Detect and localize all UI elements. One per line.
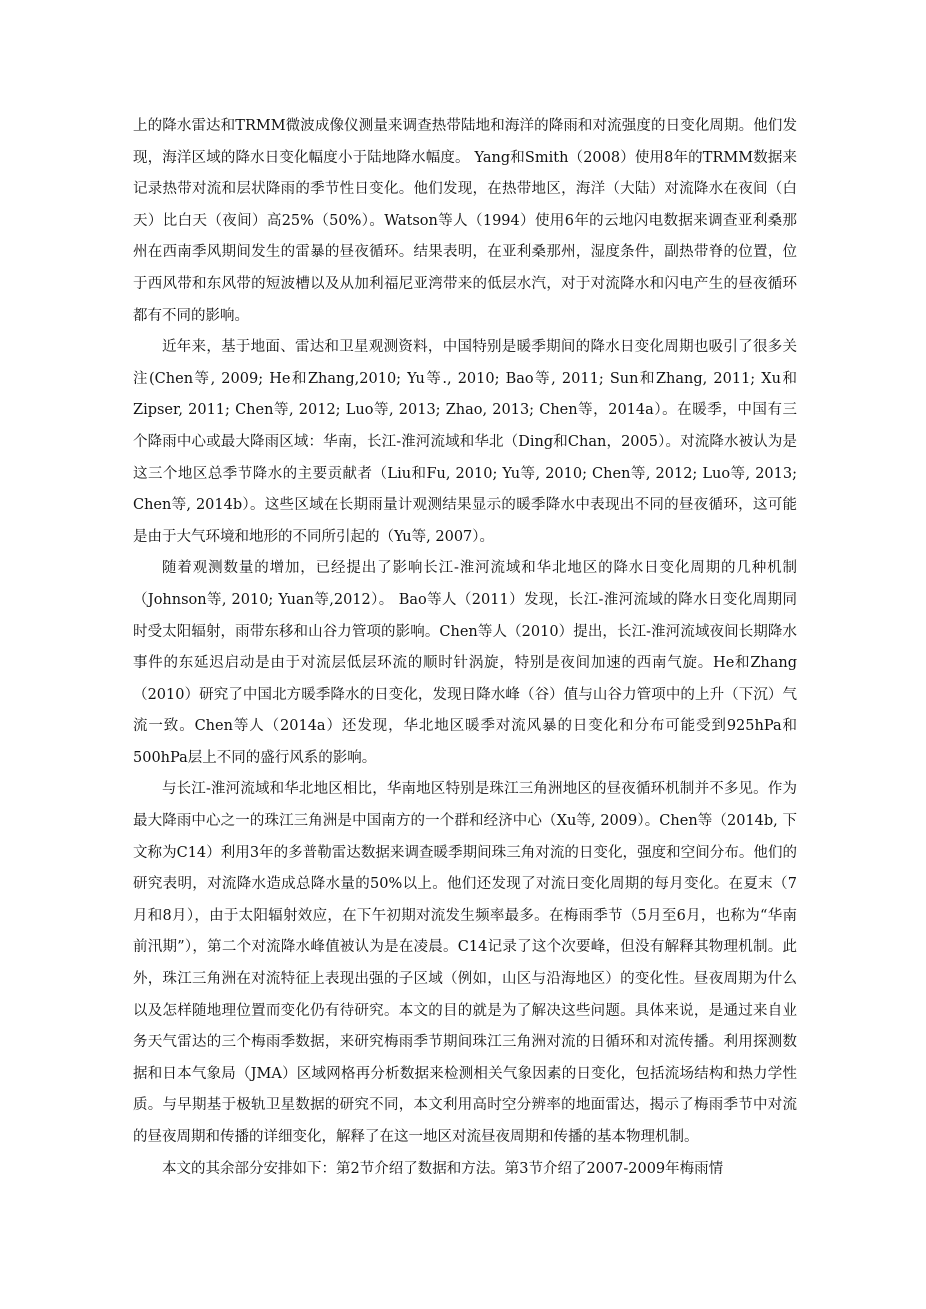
paragraph-china-diurnal: 近年来，基于地面、雷达和卫星观测资料，中国特别是暖季期间的降水日变化周期也吸引了很多关注(Chen等, 2009; He和Zhang,2010; Yu等., 2010; Bao等, 2011; Sun和Zhang, 2011; Xu和Zipser, 2011; Chen等, 2012; Luo等, 2013; Zhao, 2013; Chen等，2014a）。在暖季，中国有三个降雨中心或最大降雨区域：华南，长江-淮河流域和华北（Ding和Chan，2005）。对流降水被认为是这三个地区总季节降水的主要贡献者（Liu和Fu, 2010; Yu等, 2010; Chen等, 2012; Luo等, 2013; Chen等, 2014b）。这些区域在长期雨量计观测结果显示的暖季降水中表现出不同的昼夜循环，这可能是由于大气环境和地形的不同所引起的（Yu等, 2007）。 [133,339,797,545]
paragraph-continued: 上的降水雷达和TRMM微波成像仪测量来调查热带陆地和海洋的降雨和对流强度的日变化周期。他们发现，海洋区域的降水日变化幅度小于陆地降水幅度。 Yang和Smith（2008）使用8年的TRMM数据来记录热带对流和层状降雨的季节性日变化。他们发现，在热带地区，海洋（大陆）对流降水在夜间（白天）比白天（夜间）高25%（50%）。Watson等人（1994）使用6年的云地闪电数据来调查亚利桑那州在西南季风期间发生的雷暴的昼夜循环。结果表明，在亚利桑那州，湿度条件，副热带脊的位置，位于西风带和东风带的短波槽以及从加利福尼亚湾带来的低层水汽，对于对流降水和闪电产生的昼夜循环都有不同的影响。 [133,118,797,324]
paragraph-pearl-river-delta: 与长江-淮河流域和华北地区相比，华南地区特别是珠江三角洲地区的昼夜循环机制并不多见。作为最大降雨中心之一的珠江三角洲是中国南方的一个群和经济中心（Xu等, 2009）。Chen等（2014b, 下文称为C14）利用3年的多普勒雷达数据来调查暖季期间珠三角对流的日变化，强度和空间分布。他们的研究表明，对流降水造成总降水量的50%以上。他们还发现了对流日变化周期的每月变化。在夏末（7月和8月），由于太阳辐射效应，在下午初期对流发生频率最多。在梅雨季节（5月至6月，也称为“华南前汛期”），第二个对流降水峰值被认为是在凌晨。C14记录了这个次要峰，但没有解释其物理机制。此外，珠江三角洲在对流特征上表现出强的子区域（例如，山区与沿海地区）的变化性。昼夜周期为什么以及怎样随地理位置而变化仍有待研究。本文的目的就是为了解决这些问题。具体来说，是通过来自业务天气雷达的三个梅雨季数据，来研究梅雨季节期间珠江三角洲对流的日循环和对流传播。利用探测数据和日本气象局（JMA）区域网格再分析数据来检测相关气象因素的日变化，包括流场结构和热力学性质。与早期基于极轨卫星数据的研究不同，本文利用高时空分辨率的地面雷达，揭示了梅雨季节中对流的昼夜周期和传播的详细变化，解释了在这一地区对流昼夜周期和传播的基本物理机制。 [133,781,797,1145]
paragraph-mechanisms: 随着观测数量的增加，已经提出了影响长江-淮河流域和华北地区的降水日变化周期的几种机制（Johnson等, 2010; Yuan等,2012）。 Bao等人（2011）发现，长江-淮河流域的降水日变化周期同时受太阳辐射，雨带东移和山谷力管项的影响。Chen等人（2010）提出，长江-淮河流域夜间长期降水事件的东延迟启动是由于对流层低层环流的顺时针涡旋，特别是夜间加速的西南气旋。He和Zhang（2010）研究了中国北方暖季降水的日变化，发现日降水峰（谷）值与山谷力管项中的上升（下沉）气流一致。Chen等人（2014a）还发现，华北地区暖季对流风暴的日变化和分布可能受到925hPa和500hPa层上不同的盛行风系的影响。 [133,560,797,766]
document-body [133,111,797,1185]
paragraph-outline: 本文的其余部分安排如下：第2节介绍了数据和方法。第3节介绍了2007-2009年梅雨情 [162,1160,724,1177]
